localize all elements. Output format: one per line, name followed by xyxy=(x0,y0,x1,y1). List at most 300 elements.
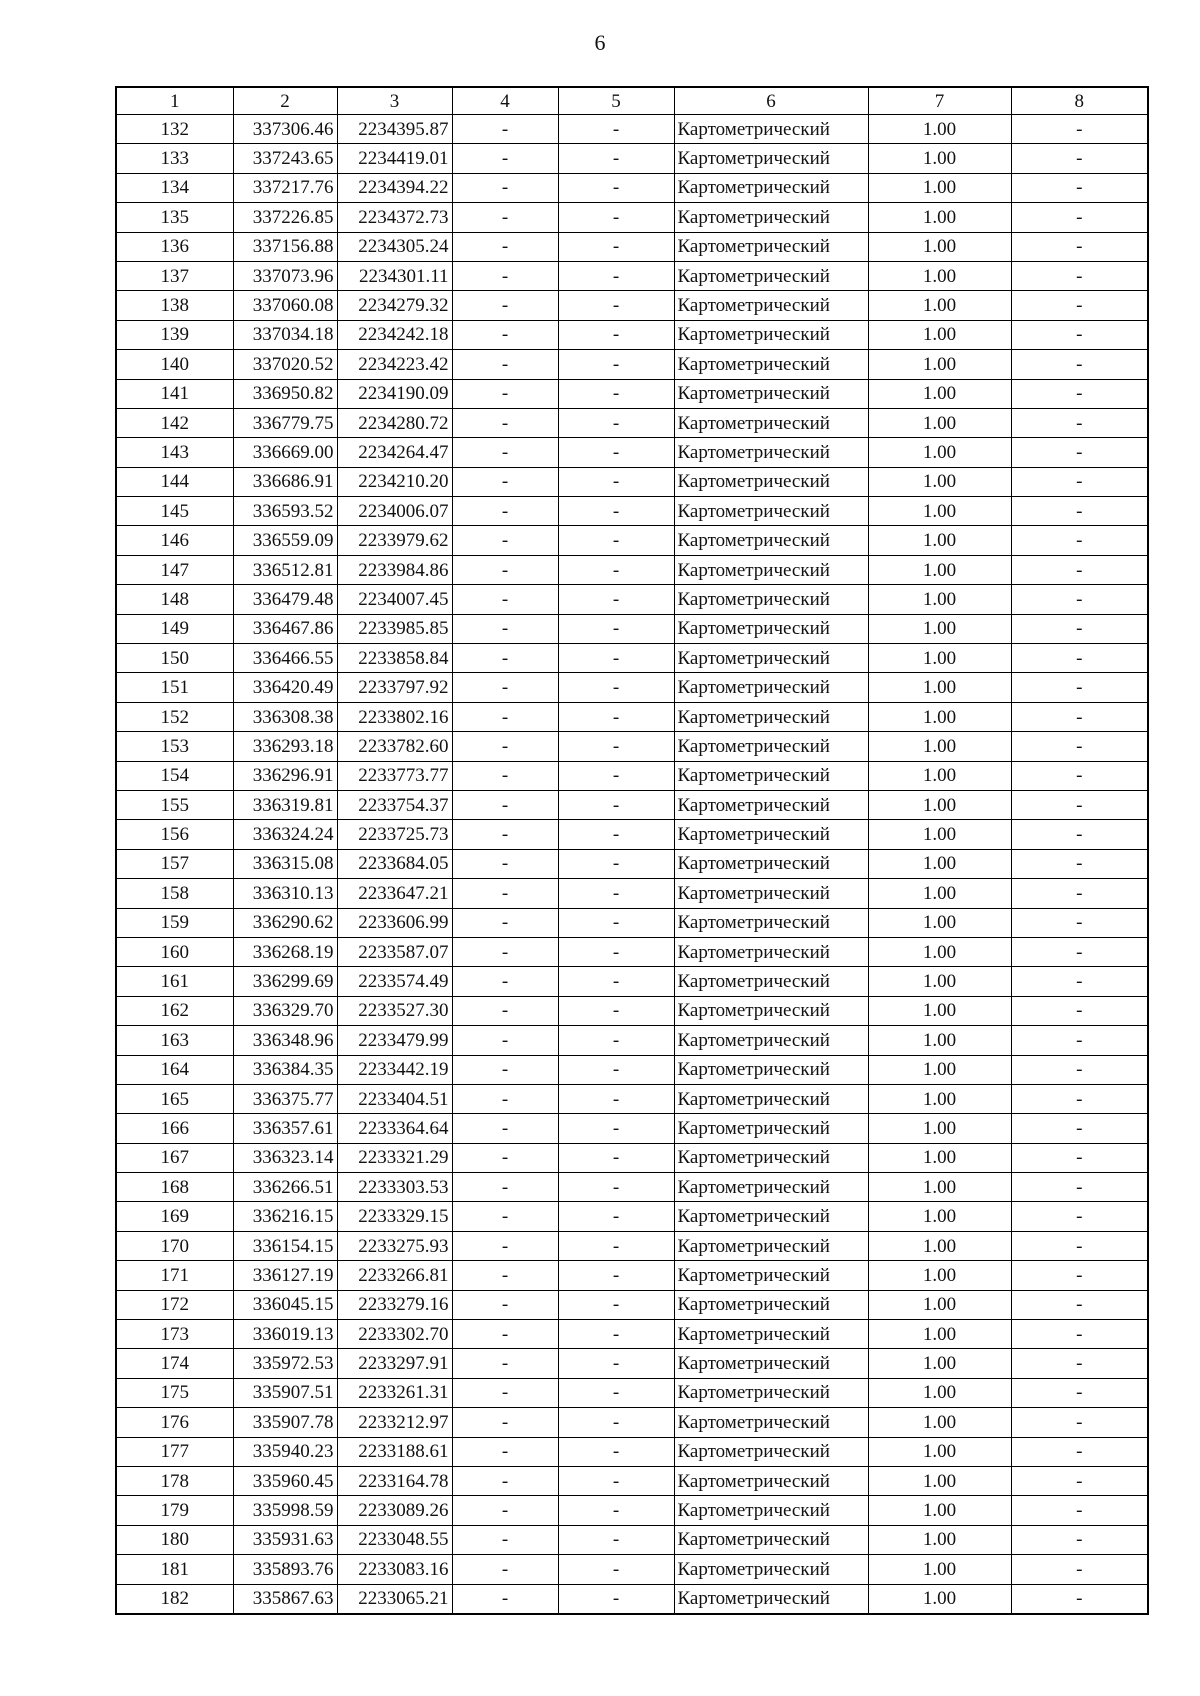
table-row xyxy=(116,1114,1148,1143)
column-4-cell: - xyxy=(452,526,558,555)
column-5-cell: - xyxy=(558,291,674,320)
y-coordinate-cell: 2234279.32 xyxy=(337,291,452,320)
column-4-cell: - xyxy=(452,585,558,614)
column-5-cell: - xyxy=(558,379,674,408)
column-5-cell: - xyxy=(558,1466,674,1495)
column-8-cell: - xyxy=(1011,1084,1148,1113)
method-cell: Картометрический xyxy=(674,1437,868,1466)
y-coordinate-cell: 2233279.16 xyxy=(337,1290,452,1319)
point-number-cell: 153 xyxy=(116,732,233,761)
method-cell: Картометрический xyxy=(674,555,868,584)
column-8-cell: - xyxy=(1011,144,1148,173)
accuracy-cell: 1.00 xyxy=(868,1320,1011,1349)
accuracy-cell: 1.00 xyxy=(868,732,1011,761)
column-4-cell: - xyxy=(452,820,558,849)
method-cell: Картометрический xyxy=(674,761,868,790)
column-5-cell: - xyxy=(558,1525,674,1554)
accuracy-cell: 1.00 xyxy=(868,408,1011,437)
point-number-cell: 142 xyxy=(116,408,233,437)
accuracy-cell: 1.00 xyxy=(868,996,1011,1025)
method-cell: Картометрический xyxy=(674,1555,868,1584)
column-5-cell: - xyxy=(558,203,674,232)
column-8-cell: - xyxy=(1011,1261,1148,1290)
x-coordinate-cell: 336216.15 xyxy=(233,1202,337,1231)
accuracy-cell: 1.00 xyxy=(868,1084,1011,1113)
column-8-cell: - xyxy=(1011,673,1148,702)
x-coordinate-cell: 337156.88 xyxy=(233,232,337,261)
accuracy-cell: 1.00 xyxy=(868,203,1011,232)
column-header-8: 8 xyxy=(1011,87,1148,115)
y-coordinate-cell: 2233188.61 xyxy=(337,1437,452,1466)
y-coordinate-cell: 2234301.11 xyxy=(337,261,452,290)
point-number-cell: 155 xyxy=(116,790,233,819)
y-coordinate-cell: 2233048.55 xyxy=(337,1525,452,1554)
x-coordinate-cell: 336310.13 xyxy=(233,879,337,908)
column-5-cell: - xyxy=(558,849,674,878)
column-8-cell: - xyxy=(1011,1143,1148,1172)
point-number-cell: 176 xyxy=(116,1408,233,1437)
point-number-cell: 164 xyxy=(116,1055,233,1084)
point-number-cell: 174 xyxy=(116,1349,233,1378)
y-coordinate-cell: 2234394.22 xyxy=(337,173,452,202)
x-coordinate-cell: 336512.81 xyxy=(233,555,337,584)
point-number-cell: 170 xyxy=(116,1231,233,1260)
x-coordinate-cell: 336669.00 xyxy=(233,438,337,467)
method-cell: Картометрический xyxy=(674,144,868,173)
column-5-cell: - xyxy=(558,585,674,614)
column-4-cell: - xyxy=(452,1261,558,1290)
column-8-cell: - xyxy=(1011,1437,1148,1466)
accuracy-cell: 1.00 xyxy=(868,1496,1011,1525)
y-coordinate-cell: 2233442.19 xyxy=(337,1055,452,1084)
y-coordinate-cell: 2233802.16 xyxy=(337,702,452,731)
accuracy-cell: 1.00 xyxy=(868,820,1011,849)
accuracy-cell: 1.00 xyxy=(868,115,1011,144)
accuracy-cell: 1.00 xyxy=(868,1378,1011,1407)
point-number-cell: 152 xyxy=(116,702,233,731)
column-header-2: 2 xyxy=(233,87,337,115)
x-coordinate-cell: 335867.63 xyxy=(233,1584,337,1614)
y-coordinate-cell: 2233364.64 xyxy=(337,1114,452,1143)
x-coordinate-cell: 336329.70 xyxy=(233,996,337,1025)
column-4-cell: - xyxy=(452,761,558,790)
table-row xyxy=(116,732,1148,761)
point-number-cell: 132 xyxy=(116,115,233,144)
x-coordinate-cell: 337243.65 xyxy=(233,144,337,173)
column-5-cell: - xyxy=(558,144,674,173)
accuracy-cell: 1.00 xyxy=(868,438,1011,467)
column-5-cell: - xyxy=(558,1173,674,1202)
y-coordinate-cell: 2234419.01 xyxy=(337,144,452,173)
column-8-cell: - xyxy=(1011,232,1148,261)
column-5-cell: - xyxy=(558,1026,674,1055)
column-5-cell: - xyxy=(558,497,674,526)
x-coordinate-cell: 336479.48 xyxy=(233,585,337,614)
column-8-cell: - xyxy=(1011,526,1148,555)
x-coordinate-cell: 337020.52 xyxy=(233,350,337,379)
column-5-cell: - xyxy=(558,879,674,908)
column-4-cell: - xyxy=(452,1378,558,1407)
column-5-cell: - xyxy=(558,1290,674,1319)
column-5-cell: - xyxy=(558,1584,674,1614)
x-coordinate-cell: 337306.46 xyxy=(233,115,337,144)
x-coordinate-cell: 337073.96 xyxy=(233,261,337,290)
table-row xyxy=(116,820,1148,849)
y-coordinate-cell: 2233275.93 xyxy=(337,1231,452,1260)
point-number-cell: 168 xyxy=(116,1173,233,1202)
table-row xyxy=(116,702,1148,731)
column-5-cell: - xyxy=(558,232,674,261)
point-number-cell: 141 xyxy=(116,379,233,408)
point-number-cell: 135 xyxy=(116,203,233,232)
y-coordinate-cell: 2234264.47 xyxy=(337,438,452,467)
point-number-cell: 139 xyxy=(116,320,233,349)
table-row xyxy=(116,203,1148,232)
column-4-cell: - xyxy=(452,115,558,144)
x-coordinate-cell: 335940.23 xyxy=(233,1437,337,1466)
point-number-cell: 167 xyxy=(116,1143,233,1172)
column-5-cell: - xyxy=(558,820,674,849)
accuracy-cell: 1.00 xyxy=(868,585,1011,614)
x-coordinate-cell: 336154.15 xyxy=(233,1231,337,1260)
y-coordinate-cell: 2233782.60 xyxy=(337,732,452,761)
method-cell: Картометрический xyxy=(674,908,868,937)
method-cell: Картометрический xyxy=(674,790,868,819)
column-5-cell: - xyxy=(558,467,674,496)
method-cell: Картометрический xyxy=(674,173,868,202)
column-4-cell: - xyxy=(452,790,558,819)
method-cell: Картометрический xyxy=(674,1496,868,1525)
x-coordinate-cell: 336686.91 xyxy=(233,467,337,496)
table-row xyxy=(116,526,1148,555)
point-number-cell: 172 xyxy=(116,1290,233,1319)
method-cell: Картометрический xyxy=(674,879,868,908)
column-8-cell: - xyxy=(1011,1378,1148,1407)
column-4-cell: - xyxy=(452,644,558,673)
table-row xyxy=(116,408,1148,437)
y-coordinate-cell: 2233527.30 xyxy=(337,996,452,1025)
point-number-cell: 154 xyxy=(116,761,233,790)
y-coordinate-cell: 2233479.99 xyxy=(337,1026,452,1055)
column-5-cell: - xyxy=(558,350,674,379)
point-number-cell: 177 xyxy=(116,1437,233,1466)
accuracy-cell: 1.00 xyxy=(868,1143,1011,1172)
x-coordinate-cell: 336384.35 xyxy=(233,1055,337,1084)
y-coordinate-cell: 2233266.81 xyxy=(337,1261,452,1290)
column-8-cell: - xyxy=(1011,173,1148,202)
table-row xyxy=(116,1084,1148,1113)
column-8-cell: - xyxy=(1011,438,1148,467)
accuracy-cell: 1.00 xyxy=(868,614,1011,643)
table-row xyxy=(116,232,1148,261)
column-8-cell: - xyxy=(1011,644,1148,673)
table-row xyxy=(116,320,1148,349)
method-cell: Картометрический xyxy=(674,1114,868,1143)
point-number-cell: 144 xyxy=(116,467,233,496)
table-row xyxy=(116,291,1148,320)
column-4-cell: - xyxy=(452,261,558,290)
method-cell: Картометрический xyxy=(674,1261,868,1290)
point-number-cell: 165 xyxy=(116,1084,233,1113)
y-coordinate-cell: 2233773.77 xyxy=(337,761,452,790)
x-coordinate-cell: 336127.19 xyxy=(233,1261,337,1290)
accuracy-cell: 1.00 xyxy=(868,1584,1011,1614)
method-cell: Картометрический xyxy=(674,1466,868,1495)
method-cell: Картометрический xyxy=(674,1525,868,1554)
accuracy-cell: 1.00 xyxy=(868,467,1011,496)
accuracy-cell: 1.00 xyxy=(868,1466,1011,1495)
y-coordinate-cell: 2233089.26 xyxy=(337,1496,452,1525)
column-8-cell: - xyxy=(1011,1555,1148,1584)
column-4-cell: - xyxy=(452,849,558,878)
column-4-cell: - xyxy=(452,1173,558,1202)
accuracy-cell: 1.00 xyxy=(868,1261,1011,1290)
column-8-cell: - xyxy=(1011,585,1148,614)
accuracy-cell: 1.00 xyxy=(868,1290,1011,1319)
accuracy-cell: 1.00 xyxy=(868,849,1011,878)
y-coordinate-cell: 2233725.73 xyxy=(337,820,452,849)
method-cell: Картометрический xyxy=(674,497,868,526)
accuracy-cell: 1.00 xyxy=(868,291,1011,320)
y-coordinate-cell: 2233647.21 xyxy=(337,879,452,908)
column-8-cell: - xyxy=(1011,1584,1148,1614)
column-5-cell: - xyxy=(558,1378,674,1407)
accuracy-cell: 1.00 xyxy=(868,1437,1011,1466)
accuracy-cell: 1.00 xyxy=(868,1114,1011,1143)
method-cell: Картометрический xyxy=(674,379,868,408)
y-coordinate-cell: 2234242.18 xyxy=(337,320,452,349)
column-4-cell: - xyxy=(452,996,558,1025)
table-row xyxy=(116,1261,1148,1290)
column-8-cell: - xyxy=(1011,849,1148,878)
column-8-cell: - xyxy=(1011,967,1148,996)
column-5-cell: - xyxy=(558,173,674,202)
method-cell: Картометрический xyxy=(674,1055,868,1084)
table-row xyxy=(116,996,1148,1025)
column-5-cell: - xyxy=(558,320,674,349)
accuracy-cell: 1.00 xyxy=(868,350,1011,379)
column-8-cell: - xyxy=(1011,1114,1148,1143)
column-8-cell: - xyxy=(1011,614,1148,643)
accuracy-cell: 1.00 xyxy=(868,937,1011,966)
x-coordinate-cell: 336268.19 xyxy=(233,937,337,966)
table-row xyxy=(116,144,1148,173)
table-row xyxy=(116,115,1148,144)
table-row xyxy=(116,1202,1148,1231)
table-row xyxy=(116,879,1148,908)
accuracy-cell: 1.00 xyxy=(868,702,1011,731)
point-number-cell: 149 xyxy=(116,614,233,643)
method-cell: Картометрический xyxy=(674,1202,868,1231)
column-8-cell: - xyxy=(1011,1173,1148,1202)
column-header-4: 4 xyxy=(452,87,558,115)
table-row xyxy=(116,350,1148,379)
accuracy-cell: 1.00 xyxy=(868,1231,1011,1260)
table-row xyxy=(116,1143,1148,1172)
x-coordinate-cell: 336348.96 xyxy=(233,1026,337,1055)
point-number-cell: 175 xyxy=(116,1378,233,1407)
method-cell: Картометрический xyxy=(674,115,868,144)
accuracy-cell: 1.00 xyxy=(868,173,1011,202)
column-4-cell: - xyxy=(452,1408,558,1437)
method-cell: Картометрический xyxy=(674,1378,868,1407)
column-5-cell: - xyxy=(558,614,674,643)
column-4-cell: - xyxy=(452,232,558,261)
point-number-cell: 137 xyxy=(116,261,233,290)
method-cell: Картометрический xyxy=(674,1320,868,1349)
column-5-cell: - xyxy=(558,732,674,761)
method-cell: Картометрический xyxy=(674,1584,868,1614)
table-row xyxy=(116,261,1148,290)
y-coordinate-cell: 2233329.15 xyxy=(337,1202,452,1231)
x-coordinate-cell: 336950.82 xyxy=(233,379,337,408)
table-row xyxy=(116,1584,1148,1614)
point-number-cell: 161 xyxy=(116,967,233,996)
method-cell: Картометрический xyxy=(674,1349,868,1378)
y-coordinate-cell: 2234372.73 xyxy=(337,203,452,232)
column-5-cell: - xyxy=(558,702,674,731)
column-5-cell: - xyxy=(558,937,674,966)
table-row xyxy=(116,614,1148,643)
table-row xyxy=(116,1173,1148,1202)
y-coordinate-cell: 2233797.92 xyxy=(337,673,452,702)
column-4-cell: - xyxy=(452,702,558,731)
method-cell: Картометрический xyxy=(674,1408,868,1437)
y-coordinate-cell: 2234395.87 xyxy=(337,115,452,144)
accuracy-cell: 1.00 xyxy=(868,1555,1011,1584)
accuracy-cell: 1.00 xyxy=(868,555,1011,584)
point-number-cell: 163 xyxy=(116,1026,233,1055)
method-cell: Картометрический xyxy=(674,232,868,261)
column-4-cell: - xyxy=(452,467,558,496)
method-cell: Картометрический xyxy=(674,291,868,320)
column-8-cell: - xyxy=(1011,408,1148,437)
point-number-cell: 151 xyxy=(116,673,233,702)
y-coordinate-cell: 2233754.37 xyxy=(337,790,452,819)
column-4-cell: - xyxy=(452,1231,558,1260)
y-coordinate-cell: 2233979.62 xyxy=(337,526,452,555)
column-8-cell: - xyxy=(1011,1525,1148,1554)
column-4-cell: - xyxy=(452,203,558,232)
point-number-cell: 134 xyxy=(116,173,233,202)
accuracy-cell: 1.00 xyxy=(868,320,1011,349)
accuracy-cell: 1.00 xyxy=(868,261,1011,290)
column-4-cell: - xyxy=(452,937,558,966)
column-8-cell: - xyxy=(1011,115,1148,144)
point-number-cell: 169 xyxy=(116,1202,233,1231)
x-coordinate-cell: 336019.13 xyxy=(233,1320,337,1349)
accuracy-cell: 1.00 xyxy=(868,908,1011,937)
accuracy-cell: 1.00 xyxy=(868,1525,1011,1554)
y-coordinate-cell: 2234006.07 xyxy=(337,497,452,526)
column-5-cell: - xyxy=(558,1202,674,1231)
column-4-cell: - xyxy=(452,320,558,349)
method-cell: Картометрический xyxy=(674,1084,868,1113)
column-4-cell: - xyxy=(452,1349,558,1378)
column-5-cell: - xyxy=(558,1143,674,1172)
column-4-cell: - xyxy=(452,173,558,202)
table-row xyxy=(116,585,1148,614)
x-coordinate-cell: 336293.18 xyxy=(233,732,337,761)
column-4-cell: - xyxy=(452,614,558,643)
column-5-cell: - xyxy=(558,408,674,437)
column-4-cell: - xyxy=(452,1466,558,1495)
column-5-cell: - xyxy=(558,1084,674,1113)
column-8-cell: - xyxy=(1011,203,1148,232)
column-5-cell: - xyxy=(558,1408,674,1437)
column-4-cell: - xyxy=(452,379,558,408)
table-row xyxy=(116,1026,1148,1055)
point-number-cell: 166 xyxy=(116,1114,233,1143)
column-8-cell: - xyxy=(1011,937,1148,966)
column-8-cell: - xyxy=(1011,1290,1148,1319)
column-header-1: 1 xyxy=(116,87,233,115)
point-number-cell: 136 xyxy=(116,232,233,261)
column-4-cell: - xyxy=(452,908,558,937)
point-number-cell: 162 xyxy=(116,996,233,1025)
accuracy-cell: 1.00 xyxy=(868,1026,1011,1055)
column-header-3: 3 xyxy=(337,87,452,115)
y-coordinate-cell: 2233321.29 xyxy=(337,1143,452,1172)
column-header-5: 5 xyxy=(558,87,674,115)
accuracy-cell: 1.00 xyxy=(868,497,1011,526)
column-5-cell: - xyxy=(558,1261,674,1290)
column-4-cell: - xyxy=(452,291,558,320)
column-4-cell: - xyxy=(452,732,558,761)
column-5-cell: - xyxy=(558,673,674,702)
method-cell: Картометрический xyxy=(674,820,868,849)
method-cell: Картометрический xyxy=(674,350,868,379)
column-5-cell: - xyxy=(558,967,674,996)
table-row xyxy=(116,673,1148,702)
column-5-cell: - xyxy=(558,1496,674,1525)
column-8-cell: - xyxy=(1011,1055,1148,1084)
point-number-cell: 156 xyxy=(116,820,233,849)
table-row xyxy=(116,1408,1148,1437)
x-coordinate-cell: 336308.38 xyxy=(233,702,337,731)
method-cell: Картометрический xyxy=(674,702,868,731)
method-cell: Картометрический xyxy=(674,614,868,643)
accuracy-cell: 1.00 xyxy=(868,144,1011,173)
column-8-cell: - xyxy=(1011,908,1148,937)
table-row xyxy=(116,1055,1148,1084)
point-number-cell: 148 xyxy=(116,585,233,614)
y-coordinate-cell: 2233858.84 xyxy=(337,644,452,673)
method-cell: Картометрический xyxy=(674,1231,868,1260)
column-8-cell: - xyxy=(1011,732,1148,761)
y-coordinate-cell: 2233684.05 xyxy=(337,849,452,878)
column-8-cell: - xyxy=(1011,1026,1148,1055)
y-coordinate-cell: 2233261.31 xyxy=(337,1378,452,1407)
column-4-cell: - xyxy=(452,1555,558,1584)
table-row xyxy=(116,937,1148,966)
column-8-cell: - xyxy=(1011,291,1148,320)
point-number-cell: 146 xyxy=(116,526,233,555)
x-coordinate-cell: 336467.86 xyxy=(233,614,337,643)
method-cell: Картометрический xyxy=(674,261,868,290)
accuracy-cell: 1.00 xyxy=(868,879,1011,908)
point-number-cell: 145 xyxy=(116,497,233,526)
accuracy-cell: 1.00 xyxy=(868,790,1011,819)
column-5-cell: - xyxy=(558,555,674,584)
column-4-cell: - xyxy=(452,1584,558,1614)
column-4-cell: - xyxy=(452,1143,558,1172)
point-number-cell: 133 xyxy=(116,144,233,173)
x-coordinate-cell: 337034.18 xyxy=(233,320,337,349)
table-row xyxy=(116,1320,1148,1349)
column-4-cell: - xyxy=(452,673,558,702)
point-number-cell: 171 xyxy=(116,1261,233,1290)
